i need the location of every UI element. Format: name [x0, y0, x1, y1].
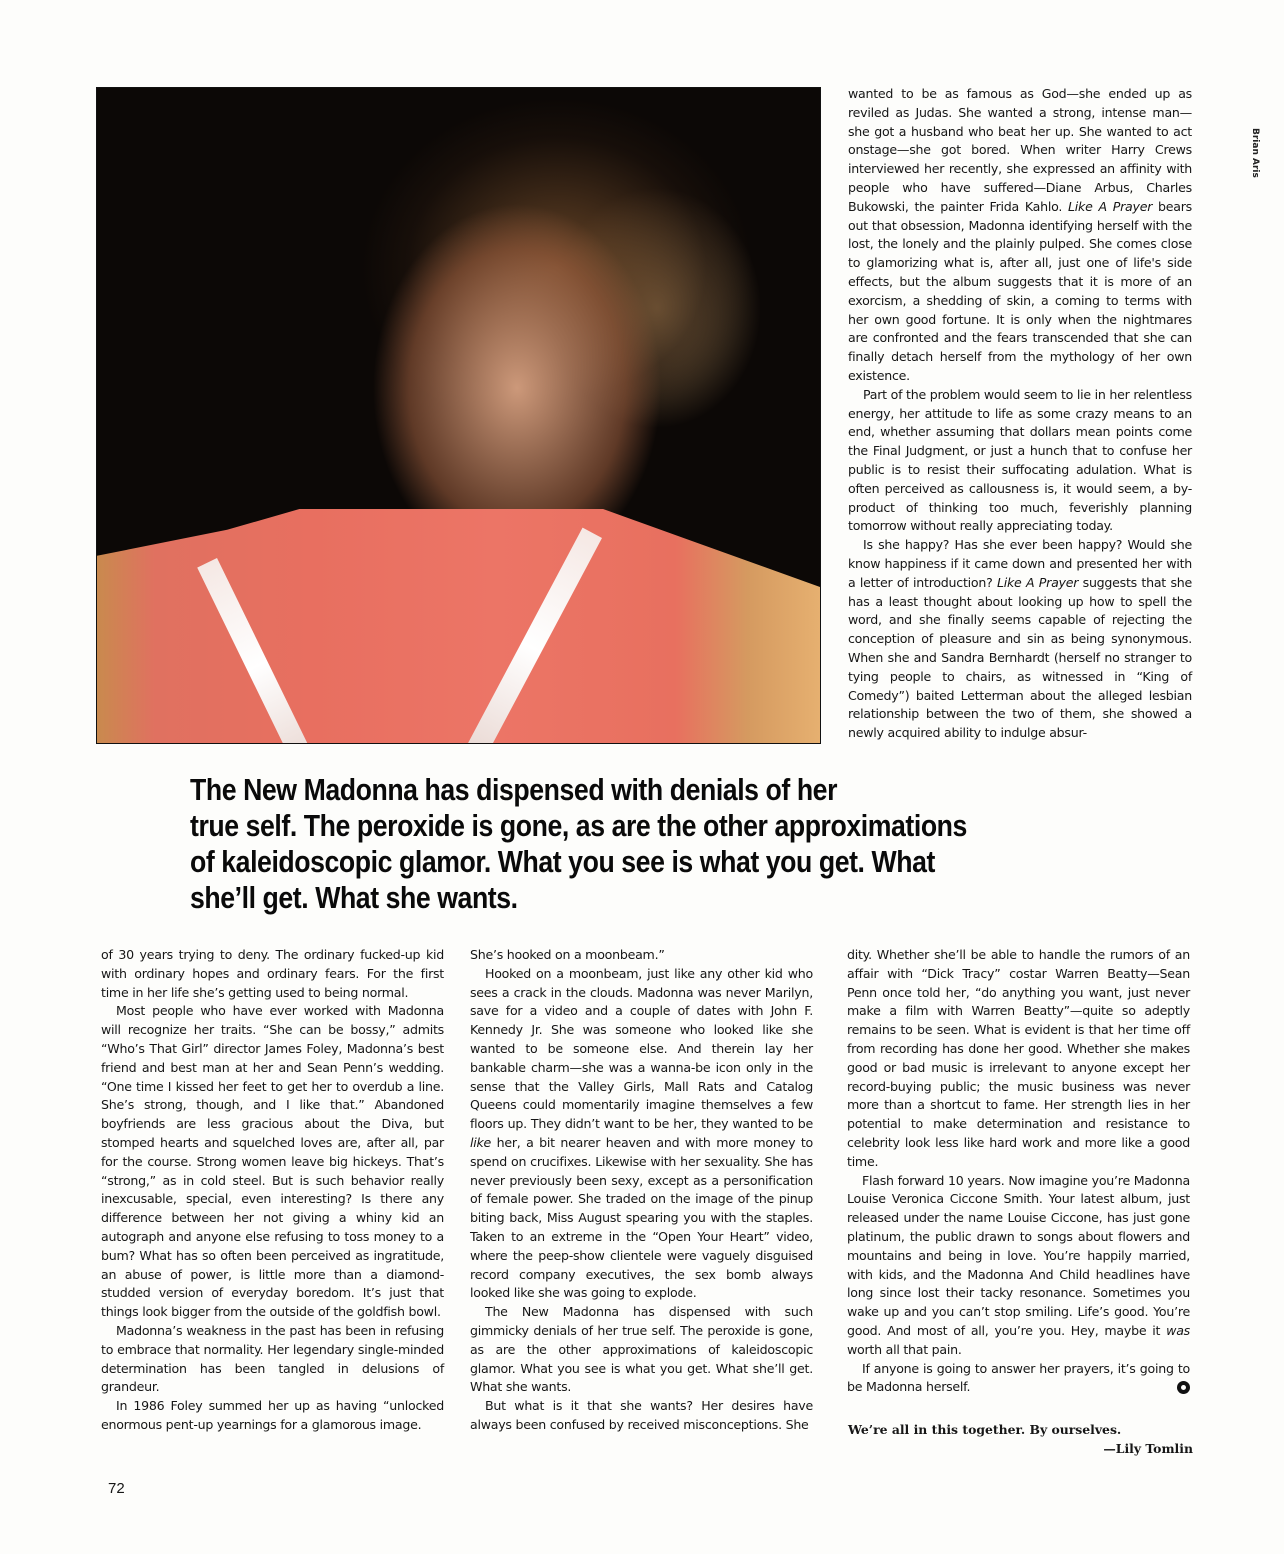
article-column-top-right — [848, 85, 1192, 743]
page-number: 72 — [108, 1480, 125, 1497]
article-paragraph: In 1986 Foley summed her up as having “unlocked enormous pent-up yearnings for a glamorous image. — [101, 1398, 444, 1432]
article-paragraph: Part of the problem would seem to lie in her relentless energy, her attitude to life as some crazy means to an end, whether assuming that dollars mean points come the Final Judgment, or just a hunch that to confuse her public is to resist their suffocating adulation. What is often perceived as callousness is, it would seem, a by-product of thinking too much, feverishly planning tomorrow without really appreciating today. — [848, 386, 1192, 534]
article-paragraph: Is she happy? Has she ever been happy? Would she know happiness if it came down and presented her with a letter of introduction? Like A Prayer suggests that she has a least thought about looking up how to spell the word, and she finally seems capable of rejecting the conception of pleasure and sin as being synonymous. When she and Sandra Bernhardt (herself no stranger to tying people to chairs, as witnessed in “King of Comedy”) baited Letterman about the alleged lesbian relationship between the two of them, she showed a newly acquired ability to indulge absur- — [848, 537, 1192, 741]
article-column-1 — [101, 946, 444, 1435]
article-paragraph: Madonna’s weakness in the past has been in refusing to embrace that normality. Her legendary single-minded determination has been tangled in delusions of grandeur. — [101, 1322, 444, 1395]
article-paragraph: The New Madonna has dispensed with such gimmicky denials of her true self. The peroxide is gone, as are the other approximations of kaleidoscopic glamor. What you see is what you get. What she’ll get. What she wants. — [470, 1304, 813, 1395]
pull-quote — [190, 772, 967, 916]
pull-quote-line: true self. The peroxide is gone, as are the other approximations — [190, 808, 967, 843]
epigraph-quote: We’re all in this together. By ourselves. — [848, 1422, 1122, 1437]
pull-quote-line: The New Madonna has dispensed with denials of her — [190, 772, 838, 807]
end-of-article-icon — [1177, 1381, 1190, 1394]
pull-quote-line: she’ll get. What she wants. — [190, 880, 518, 915]
article-paragraph: wanted to be as famous as God—she ended up as reviled as Judas. She wanted a strong, intense man—she got a husband who beat her up. She wanted to act onstage—she got bored. When writer Harry Crews interviewed her recently, she expressed an affinity with people who have suffered—Diane Arbus, Charles Bukowski, the painter Frida Kahlo. Like A Prayer bears out that obsession, Madonna identifying herself with the lost, the lonely and the plainly pulped. She comes close to glamorizing what is, after all, just one of life's side effects, but the album suggests that it is more of an exorcism, a shedding of skin, a coming to terms with her own good fortune. It is only when the nightmares are confronted and the fears transcended that she can finally detach herself from the mythology of her own existence. — [848, 86, 1192, 383]
article-paragraph: Most people who have ever worked with Madonna will recognize her traits. “She can be bossy,” admits “Who’s That Girl” director James Foley, Madonna’s best friend and best man at her and Sean Penn’s wedding. “One time I kissed her feet to get her to overdub a line. She’s strong, though, and I like that.” Abandoned boyfriends are less gracious about the Diva, but stomped hearts and squelched loves are, after all, par for the course. Strong women leave big hickeys. That’s “strong,” as in cold steel. But is such behavior really inexcusable, special, even interesting? Is there any difference between her not giving a whiny kid an autograph and anyone else refusing to toss money to a bum? What has so often been perceived as ingratitude, an abuse of power, is little more than a diamond-studded version of everyday boredom. It’s just that things look bigger from the outside of the goldfish bowl. — [101, 1003, 444, 1320]
photo-credit: Brian Aris — [1250, 128, 1260, 178]
epigraph-attribution: —Lily Tomlin — [1103, 1441, 1193, 1456]
portrait-photo — [96, 87, 821, 744]
article-paragraph: dity. Whether she’ll be able to handle the rumors of an affair with “Dick Tracy” costar Warren Beatty—Sean Penn once told her, “do anything you want, just never make a film with Warren Beatty”—quite so adeptly remains to be seen. What is evident is that her time off from recording has done her good. Whether she makes good or bad music is irrelevant to anyone except her record-buying public; the music business was never more than a shortcut to fame. Her strength lies in her potential to make determination and resistance to celebrity look less like hard work and more like a good time. — [847, 947, 1190, 1169]
article-paragraph: Hooked on a moonbeam, just like any other kid who sees a crack in the clouds. Madonna was never Marilyn, save for a video and a couple of dates with John F. Kennedy Jr. She was someone who looked like she wanted to be someone else. And therein lay her bankable charm—she was a wanna-be icon only in the sense that the Valley Girls, Mall Rats and Catalog Queens could momentarily imagine themselves a few floors up. They didn’t want to be her, they wanted to be like her, a bit nearer heaven and with more money to spend on crucifixes. Likewise with her sexuality. She has never previously been sexy, except as a personification of female power. She traded on the image of the pinup biting back, Miss August spearing you with the staples. Taken to an extreme in the “Open Your Heart” video, where the peep-show clientele were vaguely disguised record company executives, the sex bomb always looked like she was going to explode. — [470, 965, 813, 1301]
article-paragraph: But what is it that she wants? Her desires have always been confused by received misconceptions. She — [470, 1398, 813, 1432]
epigraph — [848, 1422, 1193, 1456]
pull-quote-line: of kaleidoscopic glamor. What you see is what you get. What — [190, 844, 935, 879]
article-paragraph: of 30 years trying to deny. The ordinary fucked-up kid with ordinary hopes and ordinary fears. For the first time in her life she’s getting used to being normal. — [101, 947, 444, 1000]
article-paragraph: If anyone is going to answer her prayers, it’s going to be Madonna herself. — [847, 1360, 1190, 1395]
article-column-2 — [470, 946, 813, 1435]
article-column-3 — [847, 946, 1190, 1397]
article-paragraph: Flash forward 10 years. Now imagine you’re Madonna Louise Veronica Ciccone Smith. Your latest album, just released under the name Louise Ciccone, has just gone platinum, the public drawn to songs about flowers and mountains and being in love. You’re happily married, with kids, and the Madonna And Child headlines have long since lost their tacky resonance. Sometimes you wake up and you can’t stop smiling. Life’s good. You’re good. And most of all, you’re you. Hey, maybe it was worth all that pain. — [847, 1172, 1190, 1357]
article-paragraph: She’s hooked on a moonbeam.” — [470, 947, 665, 962]
